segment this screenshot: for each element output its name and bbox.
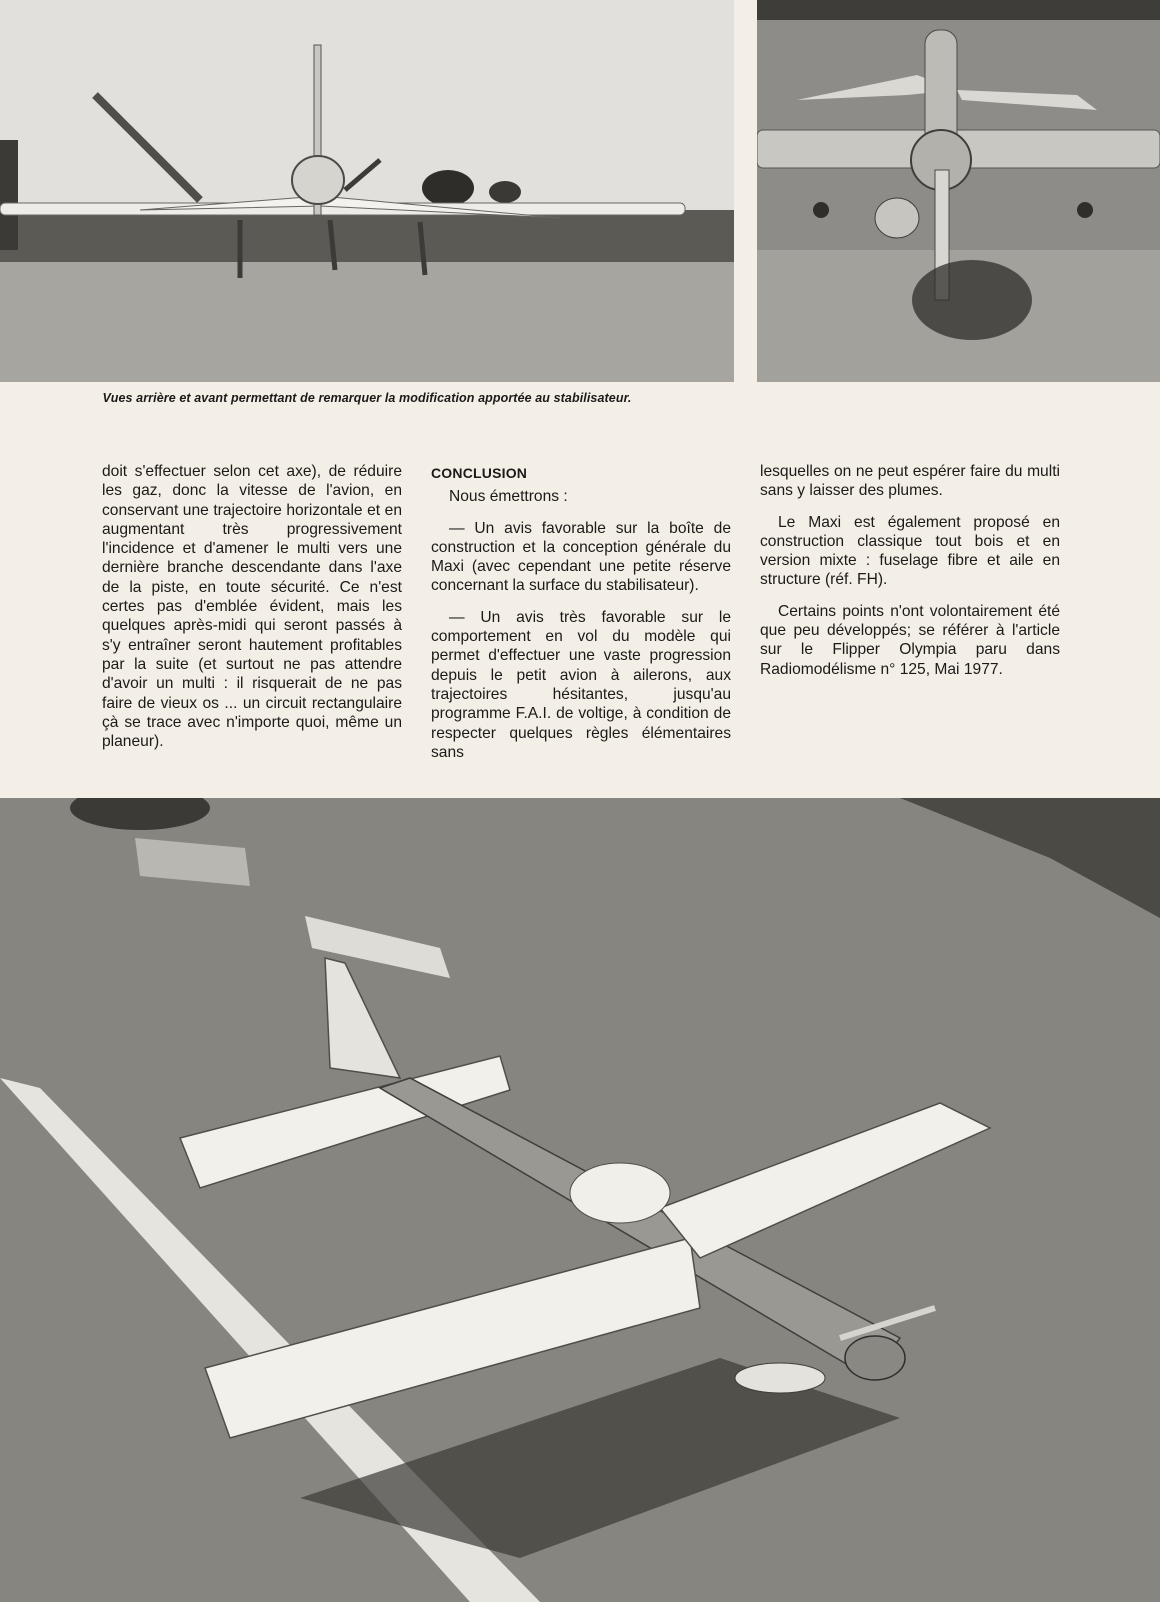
aircraft-on-runway-photo	[0, 798, 1160, 1602]
section-heading: CONCLUSION	[431, 465, 528, 481]
text-column-1	[102, 462, 402, 763]
photo-caption: Vues arrière et avant permettant de remarquer la modification apportée au stabilisateur.	[102, 391, 632, 405]
front-view-photo	[757, 0, 1160, 382]
paragraph: lesquelles on ne peut espérer faire du multi sans y laisser des plumes.	[760, 463, 1060, 500]
paragraph: Certains points n'ont volontairement été que peu développés; se référer à l'article sur le Flipper Olympia paru dans Radiomodélisme n° 125, Mai 1977.	[760, 602, 1060, 678]
paragraph: Le Maxi est également proposé en construction classique tout bois et en version mixte : fuselage fibre et aile en structure (réf. FH).	[760, 513, 1060, 589]
paragraph: — Un avis favorable sur la boîte de construction et la conception générale du Maxi (avec cependant une petite réserve concernant la surface du stabilisateur).	[431, 519, 731, 595]
paragraph: doit s'effectuer selon cet axe), de réduire les gaz, donc la vitesse de l'avion, en conservant une trajectoire horizontale et en augmentant très progressivement l'incidence et d'amener le multi vers une dernière branche descendante dans l'axe de la piste, en toute sécurité. Ce n'est certes pas d'emblée évident, mais les quelques après-midi qui seront passés à s'y entraîner seront hautement profitables par la suite (et surtout ne pas attendre d'avoir un multi : il risquerait de ne pas faire de vieux os ... un circuit rectangulaire çà se trace avec n'importe quoi, même un planeur).	[102, 463, 402, 751]
paragraph: Nous émettrons :	[449, 488, 568, 506]
text-column-2	[431, 462, 731, 774]
rear-view-illustration	[0, 0, 734, 382]
text-column-3	[760, 462, 1060, 691]
front-view-illustration	[757, 0, 1160, 382]
aircraft-illustration	[0, 798, 1160, 1602]
rear-view-photo	[0, 0, 734, 382]
paragraph: — Un avis très favorable sur le comportement en vol du modèle qui permet d'effectuer une vaste progression depuis le petit avion à ailerons, aux trajectoires hésitantes, jusqu'au programme F.A.I. de voltige, à condition de respecter quelques règles élémentaires sans	[431, 608, 731, 761]
